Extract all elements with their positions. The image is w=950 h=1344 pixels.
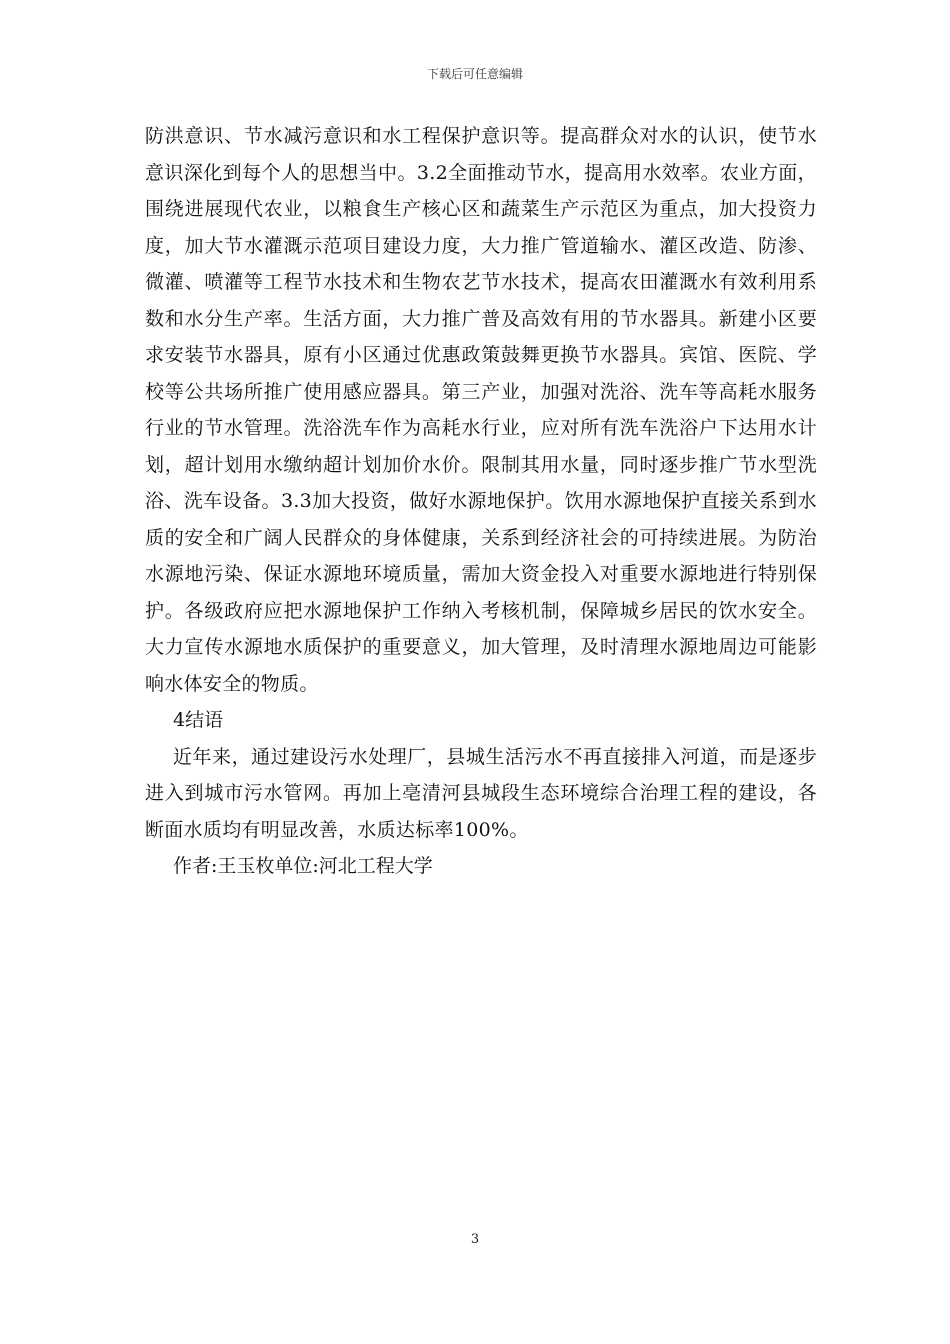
header-note: 下载后可任意编辑 bbox=[426, 67, 523, 81]
section-heading: 4结语 bbox=[173, 709, 224, 731]
author-line: 作者:王玉枚单位:河北工程大学 bbox=[173, 855, 433, 877]
page-number: 3 bbox=[470, 1232, 480, 1247]
document-body bbox=[145, 118, 817, 885]
body-paragraph: 防洪意识、节水减污意识和水工程保护意识等。提高群众对水的认识，使节水意识深化到每个人的思想当中。3.2全面推动节水，提高用水效率。农业方面，围绕进展现代农业，以粮食生产核心区和蔬菜生产示范区为重点，加大投资力度，加大节水灌溉示范项目建设力度，大力推广管道输水、灌区改造、防渗、微灌、喷灌等工程节水技术和生物农艺节水技术，提高农田灌溉水有效利用系数和水分生产率。生活方面，大力推广普及高效有用的节水器具。新建小区要求安装节水器具，原有小区通过优惠政策鼓舞更换节水器具。宾馆、医院、学校等公共场所推广使用感应器具。第三产业，加强对洗浴、洗车等高耗水服务行业的节水管理。洗浴洗车作为高耗水行业，应对所有洗车洗浴户下达用水计划，超计划用水缴纳超计划加价水价。限制其用水量，同时逐步推广节水型洗浴、洗车设备。3.3加大投资，做好水源地保护。饮用水源地保护直接关系到水质的安全和广阔人民群众的身体健康，关系到经济社会的可持续进展。为防治水源地污染、保证水源地环境质量，需加大资金投入对重要水源地进行特别保护。各级政府应把水源地保护工作纳入考核机制，保障城乡居民的饮水安全。大力宣传水源地水质保护的重要意义，加大管理，及时清理水源地周边可能影响水体安全的物质。 bbox=[145, 125, 817, 695]
conclusion-paragraph: 近年来，通过建设污水处理厂，县城生活污水不再直接排入河道，而是逐步进入到城市污水管网。再加上亳清河县城段生态环境综合治理工程的建设，各断面水质均有明显改善，水质达标率100%。 bbox=[145, 745, 817, 841]
